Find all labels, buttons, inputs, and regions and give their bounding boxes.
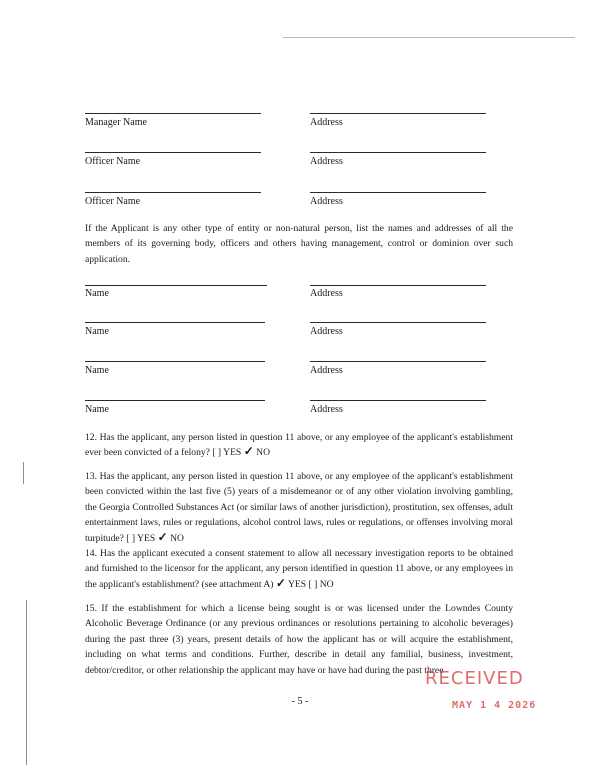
top-rule	[283, 37, 575, 38]
officer-name-line	[85, 192, 261, 193]
received-stamp-date: MAY 1 4 2026	[452, 700, 537, 711]
question-13-answer: NO	[170, 532, 184, 544]
address-label: Address	[310, 326, 343, 337]
question-15: 15. If the establishment for which a license being sought is or was licensed under the Lowndes County Alcoholic Beverage Ordinance (or any previous ordinances or resolutions pertaining to alcoholic beverages) during the past three (3) years, present details of how the applicant has or will acquire the establishment, including on what terms and conditions. Further, describe in detail any familial, business, investment, debtor/creditor, or other relationship the applicant may have or have had during the past three	[85, 603, 513, 676]
manager-name-label: Manager Name	[85, 117, 147, 128]
manager-name-line	[85, 113, 261, 114]
question-14-text: 14. Has the applicant executed a consent statement to allow all necessary investigation reports to be obtained and furnished to the licensor for the applicant, any person identified in question 11 above, or any employees in the applicant's establishment? (see attachment A)	[85, 548, 513, 590]
check-mark-icon: ✓	[243, 444, 254, 459]
name-label: Name	[85, 365, 109, 376]
question-13-text: 13. Has the applicant, any person listed in question 11 above, or any employee of the applicant's establishment been convicted within the last five (5) years of a misdemeanor or of any other violation involving gambling, the Georgia Controlled Substances Act (or similar laws of another jurisdiction), prostitution, sex offenses, adult entertainment laws, rules or regulations, alcohol control laws, rules or regulations, or offenses involving moral turpitude? [ ] YES	[85, 471, 513, 544]
officer-address-label: Address	[310, 156, 343, 167]
check-mark-icon: ✓	[157, 529, 168, 544]
check-mark-icon: ✓	[275, 575, 286, 590]
officer-address-line	[310, 152, 486, 153]
question-13	[85, 469, 513, 546]
entity-instructions: If the Applicant is any other type of entity or non-natural person, list the names and addresses of all the members of its governing body, officers and others having management, control or dominion over such application.	[85, 223, 513, 265]
margin-mark	[26, 600, 27, 765]
address-line	[310, 322, 486, 323]
manager-address-line	[310, 113, 486, 114]
address-label: Address	[310, 365, 343, 376]
address-label: Address	[310, 404, 343, 415]
question-14	[85, 546, 513, 592]
received-stamp: RECEIVED	[425, 668, 524, 689]
address-line	[310, 361, 486, 362]
address-line	[310, 285, 486, 286]
question-12	[85, 430, 513, 461]
name-line	[85, 400, 265, 401]
question-12-answer: NO	[256, 447, 271, 459]
name-line	[85, 361, 265, 362]
manager-address-label: Address	[310, 117, 343, 128]
question-14-answer: YES [ ] NO	[288, 578, 334, 590]
address-line	[310, 400, 486, 401]
officer-address-line	[310, 192, 486, 193]
officer-name-label: Officer Name	[85, 196, 141, 207]
name-line	[85, 285, 267, 286]
name-line	[85, 322, 265, 323]
officer-address-label: Address	[310, 196, 343, 207]
name-label: Name	[85, 326, 109, 337]
question-12-text: 12. Has the applicant, any person listed in question 11 above, or any employee of the applicant's establishment ever been convicted of a felony? [ ] YES	[85, 432, 513, 459]
page-number: - 5 -	[291, 696, 309, 707]
address-label: Address	[310, 288, 343, 299]
officer-name-line	[85, 152, 261, 153]
name-label: Name	[85, 404, 109, 415]
margin-mark	[23, 462, 24, 484]
officer-name-label: Officer Name	[85, 156, 141, 167]
name-label: Name	[85, 288, 109, 299]
